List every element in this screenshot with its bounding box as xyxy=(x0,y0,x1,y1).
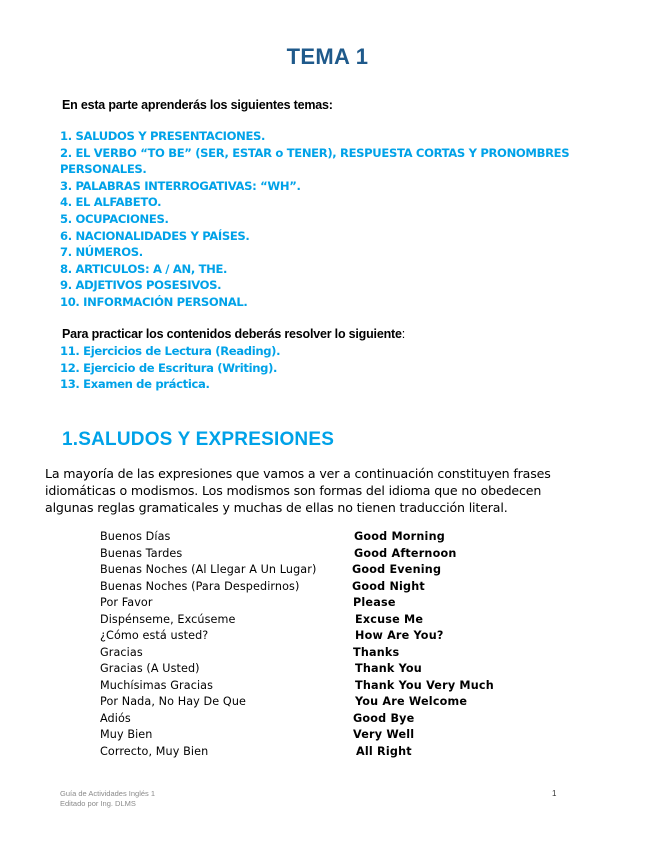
topic-item: 6. NACIONALIDADES Y PAÍSES. xyxy=(60,228,250,243)
spanish-phrase: Por Nada, No Hay De Que xyxy=(100,695,246,708)
spanish-phrase: ¿Cómo está usted? xyxy=(100,629,209,642)
phrase-row xyxy=(100,645,520,662)
topic-item: 5. OCUPACIONES. xyxy=(60,211,169,226)
spanish-phrase: Buenos Días xyxy=(100,530,171,543)
phrase-row xyxy=(100,579,520,596)
phrase-row xyxy=(100,595,520,612)
exercise-item: 11. Ejercicios de Lectura (Reading). xyxy=(60,344,281,358)
footer-line: Guía de Actividades Inglés 1 xyxy=(60,789,156,798)
page-title: TEMA 1 xyxy=(286,44,369,69)
english-phrase: Good Bye xyxy=(353,711,415,725)
topic-item: 3. PALABRAS INTERROGATIVAS: “WH”. xyxy=(60,178,301,193)
topic-item: 4. EL ALFABETO. xyxy=(60,195,162,210)
spanish-phrase: Muy Bien xyxy=(100,728,153,741)
spanish-phrase: Gracias xyxy=(100,645,143,659)
spanish-phrase: Adiós xyxy=(100,711,131,725)
topic-item: 1. SALUDOS Y PRESENTACIONES. xyxy=(60,129,266,143)
spanish-phrase: Gracias (A Usted) xyxy=(100,662,200,675)
phrase-row xyxy=(100,628,520,645)
spanish-phrase: Buenas Noches (Para Despedirnos) xyxy=(100,579,300,593)
section-heading: 1.SALUDOS Y EXPRESIONES xyxy=(62,429,335,450)
intro-paragraph xyxy=(45,465,605,516)
topic-list xyxy=(60,128,590,311)
spanish-phrase: Dispénseme, Excúseme xyxy=(100,612,236,626)
english-phrase: Please xyxy=(353,596,396,609)
english-phrase: You Are Welcome xyxy=(355,695,468,708)
phrase-row xyxy=(100,546,520,563)
exercise-list xyxy=(60,343,280,393)
phrase-row xyxy=(100,612,520,629)
phrase-row xyxy=(100,562,520,579)
english-phrase: Good Evening xyxy=(352,563,442,576)
english-phrase: Thanks xyxy=(353,645,400,659)
english-phrase: Excuse Me xyxy=(355,612,424,626)
english-phrase: Thank You xyxy=(355,662,422,675)
paragraph-line: idiomáticas o modismos. Los modismos son formas del idioma que no obedecen xyxy=(45,483,542,498)
practice-intro-colon: : xyxy=(401,327,406,341)
phrase-table xyxy=(100,529,520,760)
spanish-phrase: Correcto, Muy Bien xyxy=(100,744,209,758)
phrase-row xyxy=(100,678,520,695)
phrase-row xyxy=(100,661,520,678)
topic-item: PERSONALES. xyxy=(60,162,147,177)
phrase-row xyxy=(100,727,520,744)
paragraph-line: algunas reglas gramaticales y muchas de ellas no tienen traducción literal. xyxy=(45,500,508,515)
exercise-item: 13. Examen de práctica. xyxy=(60,377,210,392)
english-phrase: All Right xyxy=(356,744,412,758)
topic-item: 9. ADJETIVOS POSESIVOS. xyxy=(60,278,222,293)
phrase-row xyxy=(100,711,520,728)
phrase-row xyxy=(100,744,520,761)
phrase-row xyxy=(100,694,520,711)
exercise-item: 12. Ejercicio de Escritura (Writing). xyxy=(60,360,278,375)
topic-item: 7. NÚMEROS. xyxy=(60,245,143,260)
paragraph-line: La mayoría de las expresiones que vamos a ver a continuación constituyen frases xyxy=(45,466,551,481)
topic-item: 8. ARTICULOS: A / AN, THE. xyxy=(60,261,228,276)
practice-intro-text: Para practicar los contenidos deberás resolver lo siguiente xyxy=(62,327,402,341)
practice-intro xyxy=(62,327,405,341)
english-phrase: Thank You Very Much xyxy=(355,678,494,692)
intro-text: En esta parte aprenderás los siguientes temas: xyxy=(62,98,333,112)
footer-line: Editado por Ing. DLMS xyxy=(60,798,136,808)
spanish-phrase: Buenas Noches (Al Llegar A Un Lugar) xyxy=(100,563,317,576)
page-footer xyxy=(60,789,155,808)
spanish-phrase: Muchísimas Gracias xyxy=(100,678,214,692)
spanish-phrase: Por Favor xyxy=(100,596,153,609)
topic-item: 2. EL VERBO “TO BE” (SER, ESTAR o TENER), RESPUESTA CORTAS Y PRONOMBRES xyxy=(60,145,570,160)
english-phrase: Good Afternoon xyxy=(354,546,457,560)
phrase-row xyxy=(100,529,520,546)
english-phrase: Good Morning xyxy=(354,530,445,543)
page-number: 1 xyxy=(552,789,557,798)
english-phrase: Very Well xyxy=(353,728,415,741)
english-phrase: Good Night xyxy=(352,579,425,593)
english-phrase: How Are You? xyxy=(355,629,444,642)
spanish-phrase: Buenas Tardes xyxy=(100,546,183,560)
topic-item: 10. INFORMACIÓN PERSONAL. xyxy=(60,294,248,309)
